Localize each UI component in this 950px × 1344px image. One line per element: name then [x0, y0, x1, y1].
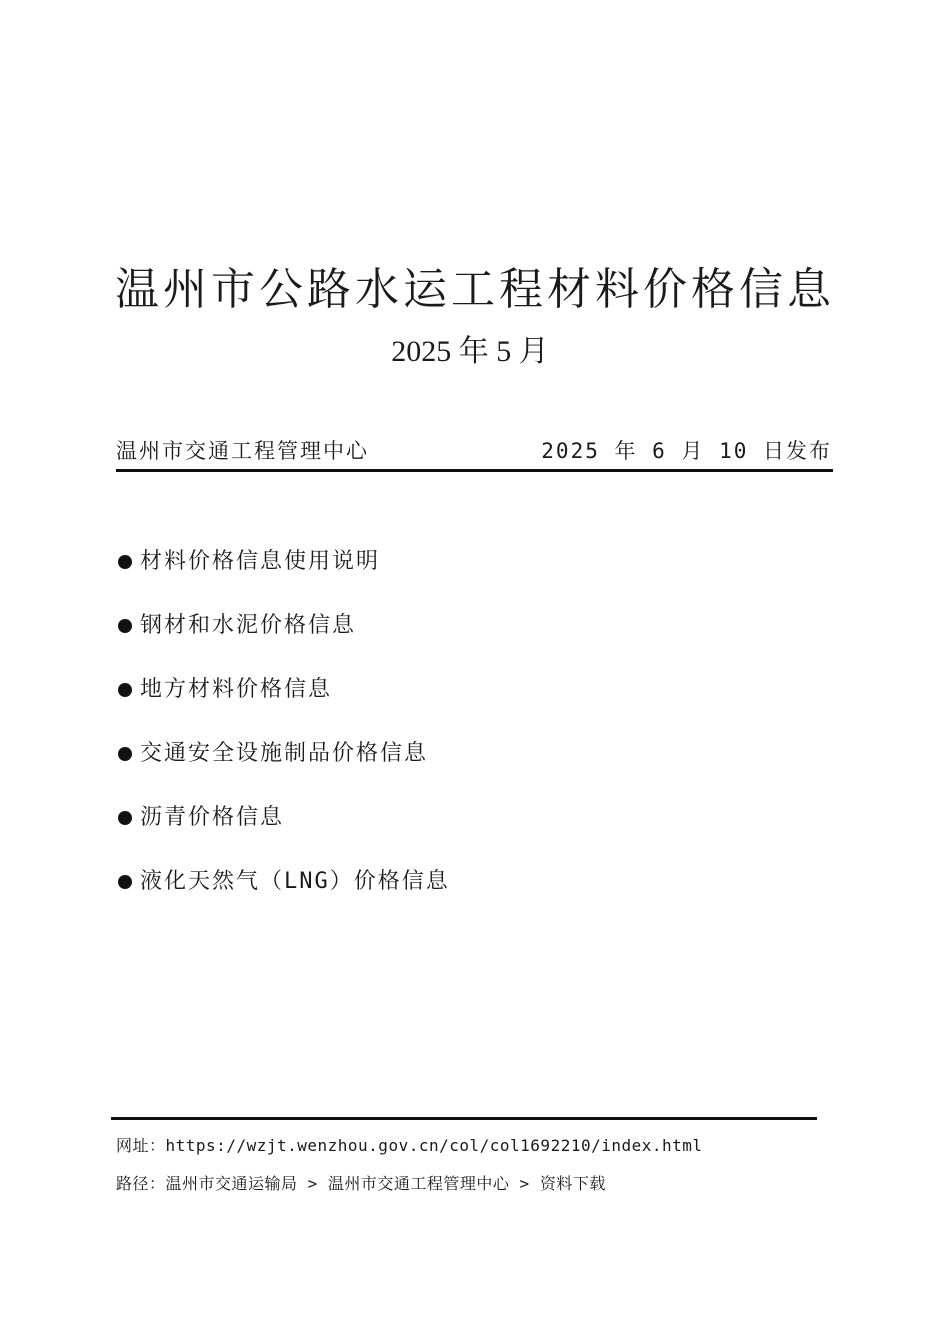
contents-item: [118, 800, 450, 864]
contents-item: [118, 672, 450, 736]
header-divider: [116, 469, 833, 472]
document-period: 2025 年 5 月: [391, 335, 549, 368]
footer-url-line: [116, 1134, 703, 1158]
footer-path-label: 路径：: [116, 1174, 166, 1193]
contents-item-label: 地方材料价格信息: [140, 677, 333, 702]
bullet-dot-icon: [118, 683, 132, 697]
contents-item-label: 材料价格信息使用说明: [140, 549, 381, 574]
footer-url-link[interactable]: https://wzjt.wenzhou.gov.cn/col/col1692210/index.html: [165, 1136, 703, 1155]
publish-date: 2025 年 6 月 10 日发布: [541, 439, 832, 463]
contents-item: [118, 864, 450, 928]
document-title: 温州市公路水运工程材料价格信息: [115, 264, 835, 315]
bullet-dot-icon: [118, 875, 132, 889]
footer-divider: [111, 1117, 817, 1120]
contents-item-label: 沥青价格信息: [140, 805, 285, 830]
contents-item-label: 交通安全设施制品价格信息: [140, 741, 429, 766]
contents-list: [118, 544, 450, 928]
contents-item: [118, 544, 450, 608]
contents-item: [118, 608, 450, 672]
bullet-dot-icon: [118, 555, 132, 569]
footer-url-label: 网址：: [116, 1136, 166, 1155]
bullet-dot-icon: [118, 747, 132, 761]
bullet-dot-icon: [118, 619, 132, 633]
contents-item: [118, 736, 450, 800]
issuer-name: 温州市交通工程管理中心: [116, 439, 369, 463]
footer-path-breadcrumb: 温州市交通运输局 > 温州市交通工程管理中心 > 资料下载: [165, 1174, 606, 1193]
issuer-row: [116, 434, 832, 468]
bullet-dot-icon: [118, 811, 132, 825]
footer-path-line: [116, 1172, 606, 1196]
contents-item-label: 液化天然气（LNG）价格信息: [140, 869, 450, 894]
contents-item-label: 钢材和水泥价格信息: [140, 613, 357, 638]
